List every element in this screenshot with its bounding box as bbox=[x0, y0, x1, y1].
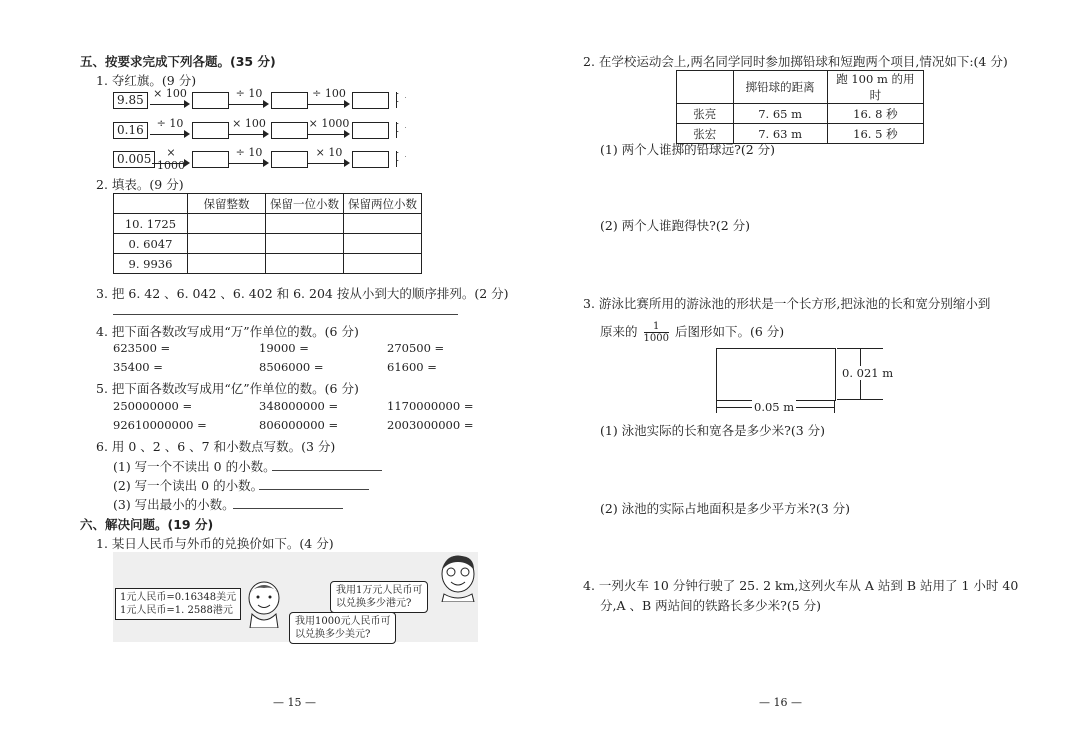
answer-cell[interactable] bbox=[265, 214, 343, 234]
convert-item: 61600 = bbox=[387, 360, 437, 374]
r-q2-sub1: (1) 两个人谁掷的铅球远?(2 分) bbox=[600, 142, 776, 157]
table-header: 保留一位小数 bbox=[265, 194, 343, 214]
convert-item: 1170000000 = bbox=[387, 399, 474, 413]
r-q2-title: 2. 在学校运动会上,两名同学同时参加掷铅球和短跑两个项目,情况如下:(4 分) bbox=[583, 54, 1008, 69]
op-arrow: ÷ 10 bbox=[150, 120, 190, 134]
r-q3-sub2: (2) 泳池的实际占地面积是多少平方米?(3 分) bbox=[600, 501, 851, 516]
fraction: $\frac{1}{1000}$ bbox=[643, 321, 669, 344]
row-number: 9. 9936 bbox=[114, 254, 188, 274]
q5-title: 5. 把下面各数改写成用“亿”作单位的数。(6 分) bbox=[96, 381, 359, 396]
dim-tick bbox=[834, 401, 835, 413]
answer-cell[interactable] bbox=[343, 234, 421, 254]
shot-put-distance: 7. 63 m bbox=[733, 124, 827, 144]
boy-speech-bubble: 我用1万元人民币可 以兑换多少港元? bbox=[330, 581, 428, 613]
table-header bbox=[677, 71, 734, 104]
q1-title: 1. 夺红旗。(9 分) bbox=[96, 73, 197, 88]
r-q3-sub1: (1) 泳池实际的长和宽各是多少米?(3 分) bbox=[600, 423, 826, 438]
boy-icon bbox=[438, 552, 478, 602]
op-arrow: × 1000 bbox=[308, 120, 350, 134]
convert-item: 806000000 = bbox=[259, 418, 339, 432]
start-value: 0.005 bbox=[113, 151, 155, 168]
q4-title: 4. 把下面各数改写成用“万”作单位的数。(6 分) bbox=[96, 324, 359, 339]
table-header: 保留整数 bbox=[187, 194, 265, 214]
q6-sub-2: (2) 写一个读出 0 的小数。 bbox=[113, 478, 264, 493]
answer-box[interactable] bbox=[352, 122, 389, 139]
convert-item: 348000000 = bbox=[259, 399, 339, 413]
sprint-time: 16. 5 秒 bbox=[827, 124, 923, 144]
table-row bbox=[114, 254, 422, 274]
answer-box[interactable] bbox=[192, 122, 229, 139]
flag-icon bbox=[395, 151, 407, 167]
rate-note: 1元人民币=0.16348美元 1元人民币=1. 2588港元 bbox=[115, 588, 241, 620]
answer-cell[interactable] bbox=[265, 234, 343, 254]
answer-line[interactable] bbox=[113, 314, 458, 315]
q6-sub-3: (3) 写出最小的小数。 bbox=[113, 497, 235, 512]
section5-title: 五、按要求完成下列各题。(35 分) bbox=[80, 54, 276, 69]
r-q4-line2: 分,A 、B 两站间的铁路长多少米?(5 分) bbox=[600, 598, 822, 613]
q6-sub-1: (1) 写一个不读出 0 的小数。 bbox=[113, 459, 276, 474]
answer-box[interactable] bbox=[271, 122, 308, 139]
width-label: 0.05 m bbox=[754, 400, 795, 414]
op-arrow: ÷ 10 bbox=[229, 90, 269, 104]
answer-box[interactable] bbox=[192, 151, 229, 168]
r-q3-title: 3. 游泳比赛所用的游泳池的形状是一个长方形,把泳池的长和宽分别缩小到 bbox=[583, 296, 991, 311]
answer-box[interactable] bbox=[192, 92, 229, 109]
rounding-table bbox=[113, 193, 422, 274]
op-arrow: ÷ 100 bbox=[308, 90, 350, 104]
op-arrow: × 1000 bbox=[152, 149, 190, 163]
r-q4-line1: 4. 一列火车 10 分钟行驶了 25. 2 km,这列火车从 A 站到 B 站用了 1 小时 40 bbox=[583, 578, 1019, 593]
pool-rectangle bbox=[716, 348, 836, 401]
sprint-time: 16. 8 秒 bbox=[827, 104, 923, 124]
s6q1-title: 1. 某日人民币与外币的兑换价如下。(4 分) bbox=[96, 536, 334, 551]
table-header: 保留两位小数 bbox=[343, 194, 421, 214]
page-number-left: — 15 — bbox=[273, 696, 316, 709]
table-row bbox=[114, 214, 422, 234]
r-q2-sub2: (2) 两个人谁跑得快?(2 分) bbox=[600, 218, 751, 233]
convert-item: 35400 = bbox=[113, 360, 163, 374]
table-row bbox=[114, 234, 422, 254]
convert-item: 92610000000 = bbox=[113, 418, 207, 432]
girl-icon bbox=[246, 580, 282, 628]
answer-line[interactable] bbox=[259, 489, 369, 490]
start-value: 0.16 bbox=[113, 122, 148, 139]
answer-box[interactable] bbox=[271, 92, 308, 109]
answer-box[interactable] bbox=[352, 151, 389, 168]
table-row bbox=[677, 104, 924, 124]
answer-box[interactable] bbox=[271, 151, 308, 168]
flag-icon bbox=[395, 92, 407, 108]
sports-table bbox=[676, 70, 924, 144]
section6-title: 六、解决问题。(19 分) bbox=[80, 517, 214, 532]
convert-item: 250000000 = bbox=[113, 399, 193, 413]
convert-item: 2003000000 = bbox=[387, 418, 474, 432]
girl-speech-bubble: 我用1000元人民币可 以兑换多少美元? bbox=[289, 612, 396, 644]
convert-item: 19000 = bbox=[259, 341, 309, 355]
op-arrow: × 100 bbox=[229, 120, 269, 134]
student-name: 张亮 bbox=[677, 104, 734, 124]
height-label: 0. 021 m bbox=[842, 366, 894, 380]
r-q3-line2: 原来的 $\frac{1}{1000}$ 后图形如下。(6 分) bbox=[600, 321, 785, 344]
table-header: 跑 100 m 的用时 bbox=[827, 71, 923, 104]
table-header: 掷铅球的距离 bbox=[733, 71, 827, 104]
shot-put-distance: 7. 65 m bbox=[733, 104, 827, 124]
answer-cell[interactable] bbox=[187, 254, 265, 274]
flag-icon bbox=[395, 122, 407, 138]
q6-title: 6. 用 0 、2 、6 、7 和小数点写数。(3 分) bbox=[96, 439, 336, 454]
convert-item: 270500 = bbox=[387, 341, 445, 355]
row-number: 10. 1725 bbox=[114, 214, 188, 234]
answer-box[interactable] bbox=[352, 92, 389, 109]
start-value: 9.85 bbox=[113, 92, 148, 109]
student-name: 张宏 bbox=[677, 124, 734, 144]
convert-item: 623500 = bbox=[113, 341, 171, 355]
convert-item: 8506000 = bbox=[259, 360, 324, 374]
op-arrow: × 10 bbox=[308, 149, 350, 163]
answer-line[interactable] bbox=[272, 470, 382, 471]
answer-cell[interactable] bbox=[187, 234, 265, 254]
op-arrow: × 100 bbox=[150, 90, 190, 104]
q3-title: 3. 把 6. 42 、6. 042 、6. 402 和 6. 204 按从小到大的顺序排列。(2 分) bbox=[96, 286, 509, 301]
op-arrow: ÷ 10 bbox=[229, 149, 269, 163]
answer-cell[interactable] bbox=[265, 254, 343, 274]
answer-cell[interactable] bbox=[187, 214, 265, 234]
q2-title: 2. 填表。(9 分) bbox=[96, 177, 184, 192]
dim-tick bbox=[837, 399, 883, 400]
row-number: 0. 6047 bbox=[114, 234, 188, 254]
answer-cell[interactable] bbox=[343, 254, 421, 274]
answer-line[interactable] bbox=[233, 508, 343, 509]
page-number-right: — 16 — bbox=[759, 696, 802, 709]
table-header bbox=[114, 194, 188, 214]
answer-cell[interactable] bbox=[343, 214, 421, 234]
